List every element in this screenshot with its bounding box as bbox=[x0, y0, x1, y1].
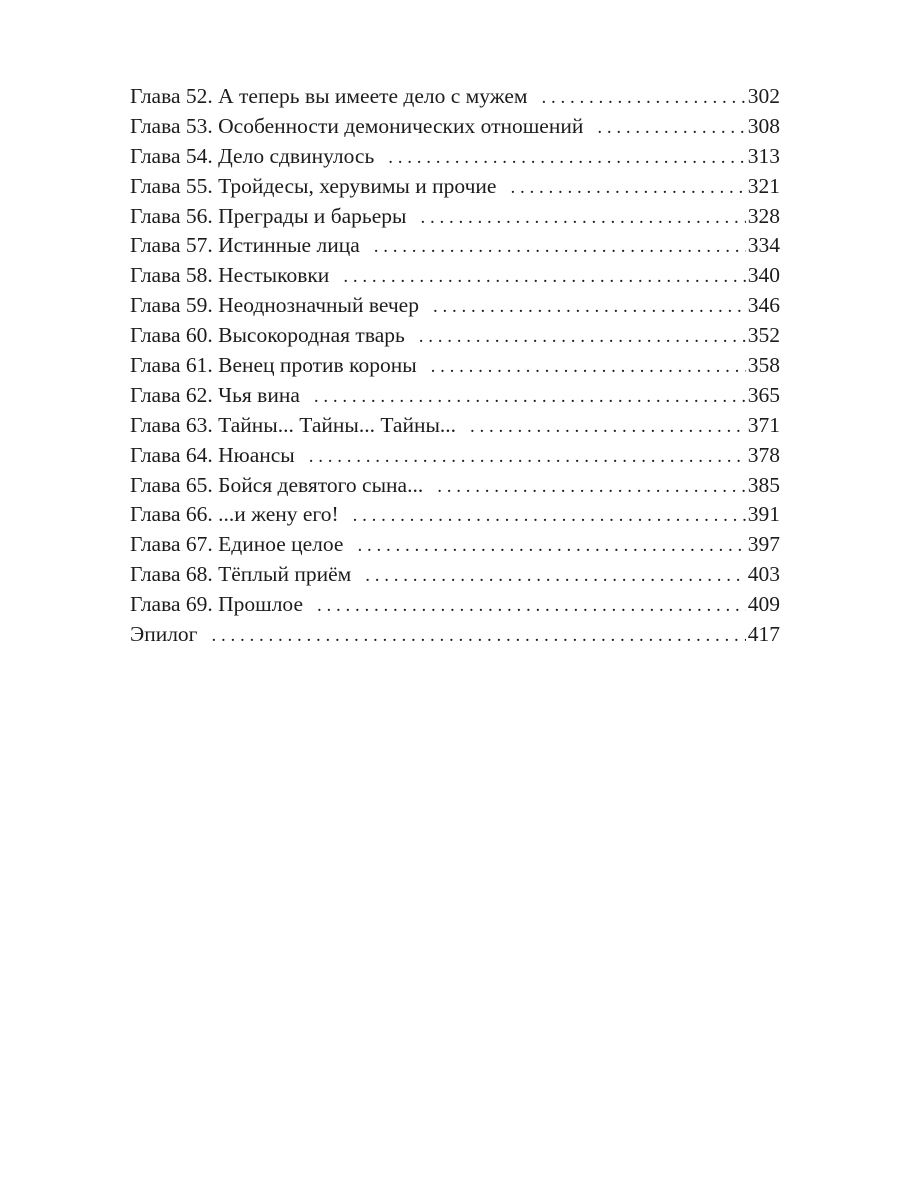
toc-page-number: 409 bbox=[747, 592, 780, 617]
toc-page-number: 352 bbox=[747, 323, 780, 348]
toc-page-number: 308 bbox=[747, 113, 780, 138]
toc-entry-title: Глава 65. Бойся девятого сына... bbox=[130, 472, 424, 497]
toc-page-number: 365 bbox=[747, 382, 780, 407]
toc-entry-title: Глава 62. Чья вина bbox=[130, 382, 300, 407]
toc-entry bbox=[130, 620, 780, 650]
toc-entry-title: Глава 59. Неоднозначный вечер bbox=[130, 293, 419, 318]
toc-entry bbox=[130, 291, 780, 321]
toc-entry bbox=[130, 560, 780, 590]
toc-entry bbox=[130, 112, 780, 142]
toc-entry bbox=[130, 351, 780, 381]
toc-dot-leader bbox=[317, 591, 746, 621]
toc-entry-title: Глава 57. Истинные лица bbox=[130, 233, 360, 258]
toc-page-number: 397 bbox=[747, 532, 780, 557]
toc-entry bbox=[130, 500, 780, 530]
toc-entry bbox=[130, 321, 780, 351]
toc-entry bbox=[130, 441, 780, 471]
toc-entry-title: Эпилог bbox=[130, 622, 198, 647]
toc-dot-leader bbox=[374, 232, 746, 262]
toc-page-number: 346 bbox=[747, 293, 780, 318]
toc-entry-title: Глава 68. Тёплый приём bbox=[130, 562, 352, 587]
toc-page-number: 403 bbox=[747, 562, 780, 587]
toc-entry-title: Глава 53. Особенности демонических отношений bbox=[130, 113, 584, 138]
toc-dot-leader bbox=[597, 113, 745, 143]
toc-page-number: 302 bbox=[747, 84, 780, 108]
toc-dot-leader bbox=[309, 442, 746, 472]
toc-entry bbox=[130, 202, 780, 232]
toc-page-number: 385 bbox=[747, 472, 780, 497]
toc-entry bbox=[130, 172, 780, 202]
toc-entry bbox=[130, 261, 780, 291]
toc-entry bbox=[130, 530, 780, 560]
toc-page-number: 391 bbox=[747, 502, 780, 527]
toc-page-number: 371 bbox=[747, 412, 780, 437]
toc-dot-leader bbox=[419, 322, 746, 352]
toc-entry-title: Глава 54. Дело сдвинулось bbox=[130, 143, 375, 168]
toc-entry-title: Глава 63. Тайны... Тайны... Тайны... bbox=[130, 412, 457, 437]
toc-dot-leader bbox=[470, 412, 746, 442]
toc-page-number: 321 bbox=[747, 173, 780, 198]
table-of-contents bbox=[130, 82, 780, 650]
toc-dot-leader bbox=[541, 83, 745, 113]
toc-dot-leader bbox=[510, 173, 745, 203]
toc-entry-title: Глава 58. Нестыковки bbox=[130, 263, 330, 288]
toc-page-number: 340 bbox=[747, 263, 780, 288]
toc-entry bbox=[130, 411, 780, 441]
toc-entry-title: Глава 61. Венец против короны bbox=[130, 353, 417, 378]
toc-dot-leader bbox=[212, 621, 746, 651]
toc-page-number: 334 bbox=[747, 233, 780, 258]
toc-entry bbox=[130, 231, 780, 261]
toc-dot-leader bbox=[353, 501, 746, 531]
toc-entry-title: Глава 52. А теперь вы имеете дело с мужем bbox=[130, 84, 528, 108]
toc-entry bbox=[130, 142, 780, 172]
toc-entry-title: Глава 67. Единое целое bbox=[130, 532, 344, 557]
toc-page-number: 378 bbox=[747, 442, 780, 467]
toc-page-number: 417 bbox=[747, 622, 780, 647]
toc-dot-leader bbox=[433, 292, 746, 322]
toc-dot-leader bbox=[343, 262, 745, 292]
toc-entry-title: Глава 66. ...и жену его! bbox=[130, 502, 339, 527]
toc-page-number: 328 bbox=[747, 203, 780, 228]
toc-entry bbox=[130, 381, 780, 411]
toc-entry-title: Глава 60. Высокородная тварь bbox=[130, 323, 405, 348]
toc-entry-title: Глава 55. Тройдесы, херувимы и прочие bbox=[130, 173, 497, 198]
toc-dot-leader bbox=[437, 472, 746, 502]
toc-entry bbox=[130, 82, 780, 112]
toc-dot-leader bbox=[431, 352, 746, 382]
toc-entry bbox=[130, 590, 780, 620]
toc-entry-title: Глава 64. Нюансы bbox=[130, 442, 295, 467]
toc-dot-leader bbox=[420, 203, 745, 233]
toc-dot-leader bbox=[357, 531, 745, 561]
toc-entry-title: Глава 69. Прошлое bbox=[130, 592, 303, 617]
toc-entry-title: Глава 56. Преграды и барьеры bbox=[130, 203, 407, 228]
toc-dot-leader bbox=[388, 143, 745, 173]
toc-page-number: 358 bbox=[747, 353, 780, 378]
toc-dot-leader bbox=[365, 561, 745, 591]
toc-dot-leader bbox=[314, 382, 746, 412]
toc-entry bbox=[130, 471, 780, 501]
toc-page-number: 313 bbox=[747, 143, 780, 168]
